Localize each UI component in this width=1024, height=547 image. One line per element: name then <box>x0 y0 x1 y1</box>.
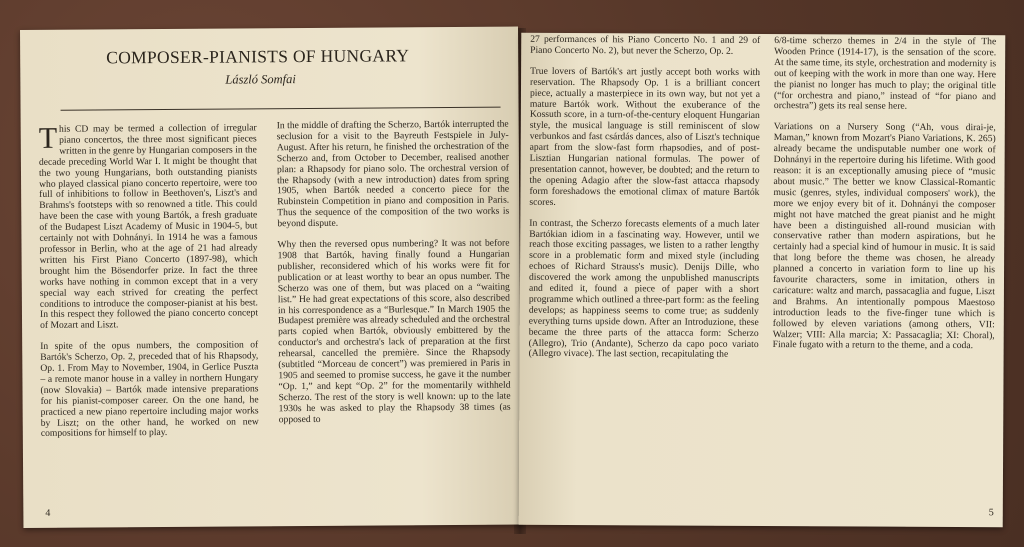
left-page <box>20 27 521 528</box>
paragraph: 6/8-time scherzo themes in 2/4 in the style of The Wooden Prince (1914-17), is the sensation of the score. At the same time, its style, orchestration and modernity is out of keeping with the work in more than one way. Here the pianist no longer has much to play; the original title (“for orchestra and piano,” instead of “for piano and orchestra”) gets its real sense here. <box>773 35 997 113</box>
paragraph: In spite of the opus numbers, the composition of Bartók's Scherzo, Op. 2, preceded that of his Rhapsody, Op. 1. From May to November, 1904, in Gerlice Puszta – a remote manor house in a valley in northern Hungary (now Slovakia) – Bartók made intensive preparations for his pianist-composer career. On the one hand, he practiced a new piano repertoire including major works by Liszt; on the other hand, he worked on new compositions for himself to play. <box>40 339 259 440</box>
drop-cap: T <box>38 121 58 155</box>
paragraph: 27 performances of his Piano Concerto No. 1 and 29 of Piano Concerto No. 2), but never the Scherzo, Op. 2. <box>530 33 761 57</box>
text-column-3 <box>529 35 761 362</box>
paragraph <box>39 123 258 332</box>
paragraph: Variations on a Nursery Song (“Ah, vous dirai-je, Maman,” known from Mozart's Piano Variations, K. 265) already became the undisputable number one work of Dohnányi in the repertoire during his lifetime. With good reason: it is an exceptionally amusing piece of “music about music.” The better we know Classical-Romantic music (genres, styles, individual composers' work), the more we enjoy every bit of it. Dohnányi the composer might not have matched the great pianist and he might have been a distinguished all-round musician with conservative rather than modern aspirations, but he certainly had a special kind of humour in music. It is said that long before the theme was chosen, he already planned a concerto in variation form to line up his favourite characters, some in imitation, others in caricature: waltz and march, passacaglia and fugue, Liszt and Brahms. An intentionally pompous Maestoso introduction leads to the five-finger tune which is followed by eleven variations (among others, VII: Walzer; VIII: Alla marcia; X: Passacaglia; XI: Choral), Finale fugato with a return to the theme, and a coda. <box>772 121 996 352</box>
text-column-4 <box>773 36 997 353</box>
page-number-left: 4 <box>45 507 51 519</box>
page-number-right: 5 <box>988 507 994 519</box>
paragraph: In contrast, the Scherzo forecasts elements of a much later Bartókian idiom in a fascinating way. However, until we reach those exciting passages, we listen to a rather lengthy score in a problematic form and mixed style (including echoes of Richard Strauss's music). Denijs Dille, who discovered the work among the unpublished manuscripts and edited it, found a piece of paper with a short programme which outlined a three-part form: as the feeling develops; as happiness seems to come true; as suddenly everything turns upside down. After an Introduzione, these became the three parts of the attacca form: Scherzo (Allegro), Trio (Andante), Scherzo da capo poco variato (Allegro vivace). The last section, recapitulating the <box>528 217 760 361</box>
paragraph: True lovers of Bartók's art justly accept both works with reservation. The Rhapsody Op. 1 is a brilliant concert piece, actually a masterpiece in its own way, but not yet a mature Bartók work. Without the exuberance of the Kossuth score, in a turn-of-the-century eloquent Hungarian style, the musical language is still reminiscent of slow verbunkos and fast csárdás dances, also of Liszt's technique apart from the slow-fast form rhapsodies, and of post-Lisztian Hungarian national formulas. The power of presentation cannot, however, be doubted; and the return to the opening Adagio after the slow-fast attacca rhapsody form foreshadows the emotional climax of mature Bartók scores. <box>529 65 761 208</box>
article-title: COMPOSER-PIANISTS OF HUNGARY <box>106 45 410 68</box>
title-rule <box>61 107 501 111</box>
paragraph: Why then the reversed opus numbering? It was not before 1908 that Bartók, having finally found a Hungarian publisher, reconsidered which of his works were fit for publication or at least worthy to bear an opus number. The Scherzo was one of them, but was placed on a “waiting list.” He had great expectations of this score, also described in his correspondence as a “Burlesque.” In March 1905 the Budapest première was already scheduled and the orchestral parts copied when Bartók, obviously embittered by the conductor's and orchestra's lack of preparation at the first rehearsal, cancelled the première. Since the Rhapsody (subtitled “Morceau de concert”) was premiered in Paris in 1905 and seemed to promise success, he gave it the number “Op. 1,” and kept “Op. 2” for the momentarily withheld Scherzo. The rest of the story is well known: up to the late 1930s he was asked to play the Rhapsody 38 times (as opposed to <box>277 237 511 425</box>
text-column-1 <box>39 123 259 440</box>
paragraph: In the middle of drafting the Scherzo, Bartók interrupted the seclusion for a visit to the Bayreuth Festspiele in July-August. After his return, he finished the orchestration of the Scherzo and, from October to December, realised another plan: a Rhapsody for piano solo. The orchestral version of the Rhapsody (with a new introduction) dates from spring 1905, when Bartók needed a concerto piece for the Rubinstein Competition in piano and composition in Paris. Thus the sequence of the composition of the two works is beyond dispute. <box>276 118 510 230</box>
author-name: László Somfai <box>225 72 296 87</box>
right-page <box>519 33 1006 528</box>
text-column-2 <box>277 120 511 426</box>
paragraph-text: his CD may be termed a collection of irregular piano concertos, the three most significant pieces written in the genre by Hungarian composers in the decade preceding World War I. It might be thought that the two young Hungarians, both outstanding pianists who played classical piano concerto repertoire, were too full of inhibitions to follow in Beethoven's, Liszt's and Brahms's footsteps with so renowned a title. This could have been the case with young Bartók, a fresh graduate of the Budapest Liszt Academy of Music in 1904-5, but certainly not with Dohnányi. In 1914 he was a famous professor in Berlin, who at the age of 21 had already written his First Piano Concerto (1897-98), which brought him the Bösendorfer prize. In fact the three works have nothing in common except that in a very special way each strived for creating the perfect conditions to introduce the composer-pianist at his best. In this respect they followed the piano concerto concept of Mozart and Liszt. <box>38 122 259 332</box>
